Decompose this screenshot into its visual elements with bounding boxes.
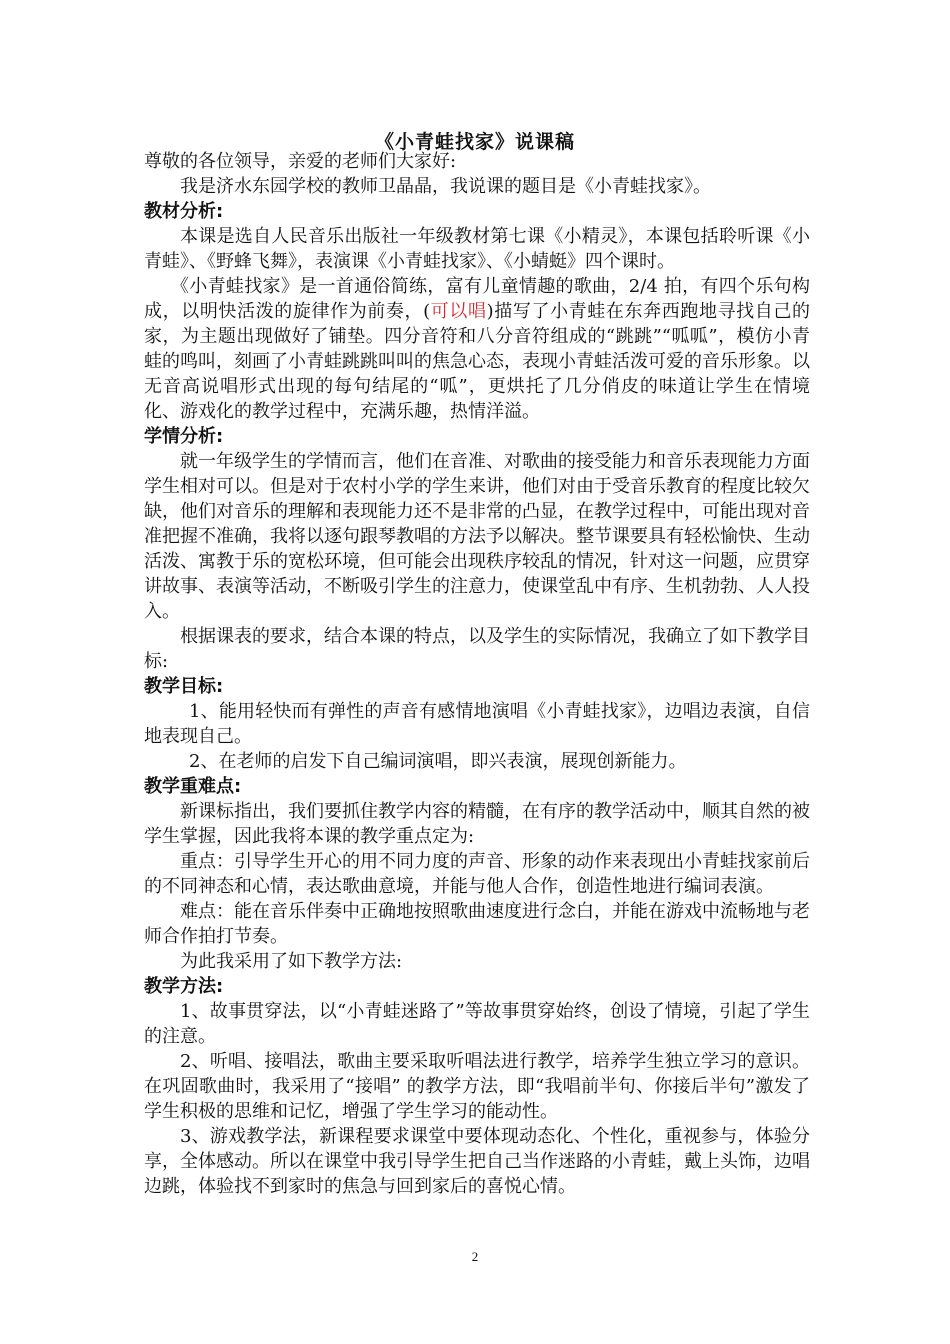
method-item-2: 2、听唱、接唱法，歌曲主要采取听唱法进行教学，培养学生独立学习的意识。在巩固歌曲时，我采用了“接唱” 的教学方法，即“我唱前半句、你接后半句”激发了学生积极的思维和记忆，增强了学生学习的能动性。 xyxy=(144,1051,810,1122)
section-heading-keypoints: 教学重难点: xyxy=(144,776,242,797)
method-item-3: 3、游戏教学法，新课程要求课堂中要体现动态化、个性化，重视参与，体验分享，全体感动。所以在课堂中我引导学生把自己当作迷路的小青蛙，戴上头饰，边唱边跳，体验找不到家时的焦急与回到家后的喜悦心情。 xyxy=(144,1126,810,1197)
greeting: 尊敬的各位领导，亲爱的老师们大家好: xyxy=(144,151,457,172)
section-heading-material: 教材分析: xyxy=(144,201,224,222)
method-item-1: 1、故事贯穿法，以“小青蛙迷路了”等故事贯穿始终，创设了情境，引起了学生的注意。 xyxy=(144,1001,810,1047)
highlight-text: 可以唱 xyxy=(430,301,487,322)
document-title: 《小青蛙找家》说课稿 xyxy=(374,131,575,153)
document-body xyxy=(144,149,810,1199)
intro-paragraph: 我是济水东园学校的教师卫晶晶，我说课的题目是《小青蛙找家》。 xyxy=(180,176,711,197)
goal-item-2: 2、在老师的启发下自己编词演唱，即兴表演，展现创新能力。 xyxy=(189,751,687,772)
page-number: 2 xyxy=(471,1249,479,1264)
material-paragraph-2 xyxy=(144,274,810,424)
material-text-after: )描写了小青蛙在东奔西跑地寻找自己的家，为主题出现做好了铺垫。四分音符和八分音符组成的“跳跳”“呱呱”，模仿小青蛙的鸣叫，刻画了小青蛙跳跳叫叫的焦急心态，表现小青蛙活泼可爱的音乐形象。以无音高说唱形式出现的每句结尾的“呱”，更烘托了几分俏皮的味道让学生在情境化、游戏化的教学过程中，充满乐趣，热情洋溢。 xyxy=(144,301,810,422)
material-text-before: 《小青蛙找家》是一首通俗简练，富有儿童情趣的歌曲，2/4 拍，有四个乐句构成，以明快活泼的旋律作为前奏，( xyxy=(144,276,810,322)
material-paragraph-1: 本课是选自人民音乐出版社一年级教材第七课《小精灵》，本课包括聆听课《小青蛙》、《野蜂飞舞》，表演课《小青蛙找家》、《小蜻蜓》四个课时。 xyxy=(144,226,810,272)
goal-item-1: 1、能用轻快而有弹性的声音有感情地演唱《小青蛙找家》，边唱边表演，自信地表现自己。 xyxy=(144,701,810,747)
section-heading-students: 学情分析: xyxy=(144,426,224,447)
keypoints-paragraph-4: 为此我采用了如下教学方法: xyxy=(180,951,403,972)
section-heading-goals: 教学目标: xyxy=(144,676,224,697)
keypoints-paragraph-1: 新课标指出，我们要抓住教学内容的精髓，在有序的教学活动中，顺其自然的被学生掌握，因此我将本课的教学重点定为: xyxy=(144,801,810,847)
students-paragraph-2: 根据课表的要求，结合本课的特点，以及学生的实际情况，我确立了如下教学目标: xyxy=(144,626,810,672)
keypoints-focus: 重点：引导学生开心的用不同力度的声音、形象的动作来表现出小青蛙找家前后的不同神态和心情，表达歌曲意境，并能与他人合作，创造性地进行编词表演。 xyxy=(144,851,810,897)
keypoints-difficulty: 难点：能在音乐伴奏中正确地按照歌曲速度进行念白，并能在游戏中流畅地与老师合作拍打节奏。 xyxy=(144,901,810,947)
section-heading-methods: 教学方法: xyxy=(144,976,224,997)
students-paragraph-1: 就一年级学生的学情而言，他们在音准、对歌曲的接受能力和音乐表现能力方面学生相对可以。但是对于农村小学的学生来讲，他们对由于受音乐教育的程度比较欠缺，他们对音乐的理解和表现能力还不是非常的凸显，在教学过程中，可能出现对音准把握不准确，我将以逐句跟琴教唱的方法予以解决。整节课要具有轻松愉快、生动活泼、寓教于乐的宽松环境，但可能会出现秩序较乱的情况，针对这一问题，应贯穿讲故事、表演等活动，不断吸引学生的注意力，使课堂乱中有序、生机勃勃、人人投入。 xyxy=(144,451,810,622)
